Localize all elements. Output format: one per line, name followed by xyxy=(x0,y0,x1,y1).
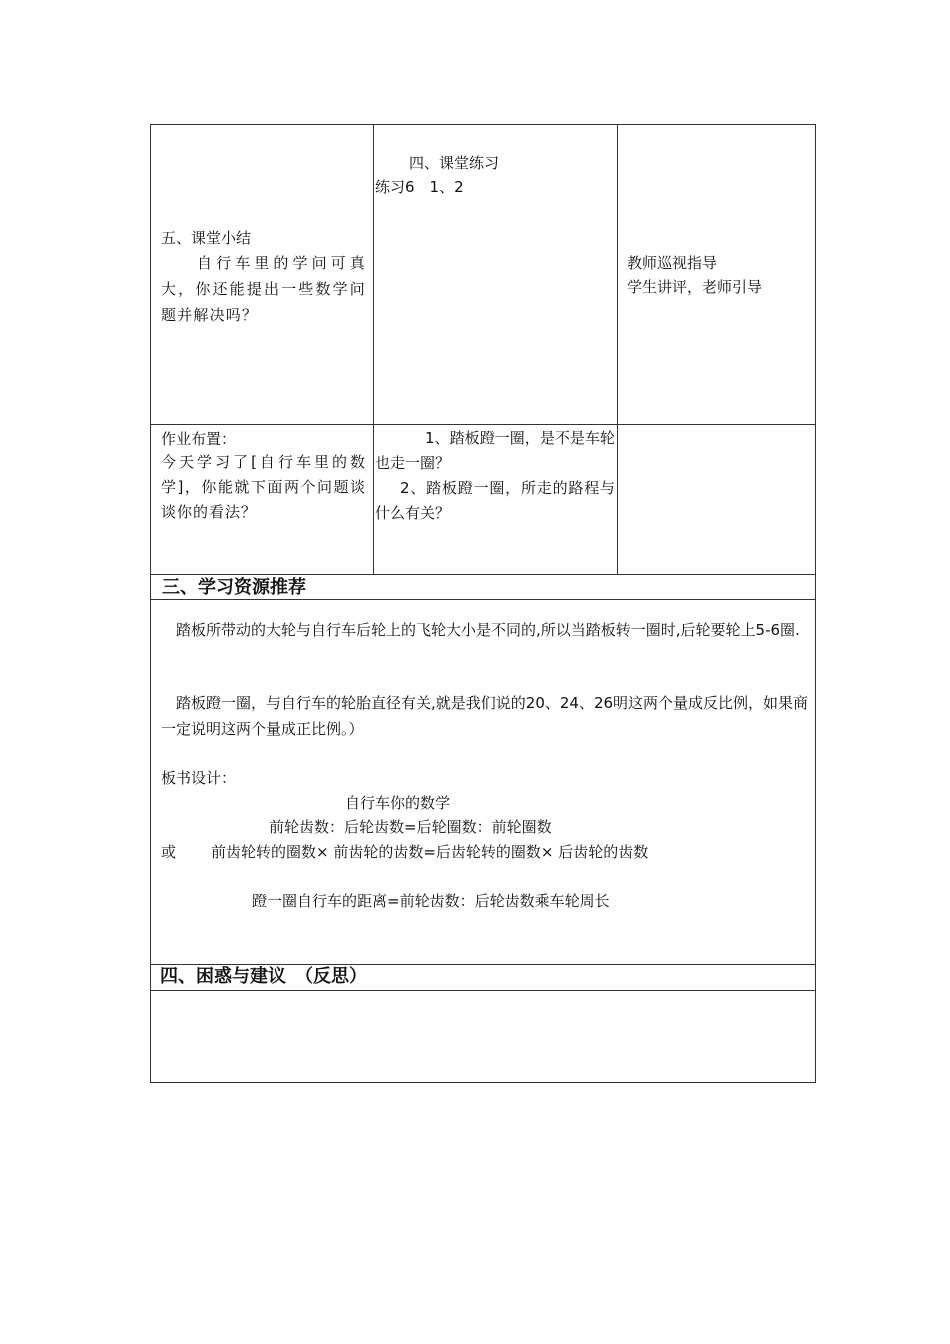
section-4-title: 四、困惑与建议 （反思） xyxy=(160,966,367,987)
board-formula-2: 前齿轮转的圈数× 前齿轮的齿数=后齿轮转的圈数× 后齿轮的齿数 xyxy=(211,843,649,861)
homework-body: 今天学习了[自行车里的数学]，你能就下面两个问题谈谈你的看法？ xyxy=(161,453,366,521)
or-label: 或 xyxy=(161,843,177,861)
class-summary-body: 自行车里的学问可真大，你还能提出一些数学问题并解决吗？ xyxy=(161,254,366,324)
homework-question-1: 1、踏板蹬一圈，是不是车轮也走一圈？ xyxy=(375,429,615,472)
column-divider xyxy=(373,124,374,575)
teacher-guidance: 教师巡视指导 xyxy=(627,254,718,272)
practice-heading: 四、课堂练习 xyxy=(409,154,500,172)
class-summary-heading: 五、课堂小结 xyxy=(161,229,252,247)
homework-question-2: 2、踏板蹬一圈，所走的路程与什么有关？ xyxy=(375,479,615,522)
row-divider xyxy=(150,990,816,991)
row-divider xyxy=(150,574,816,575)
student-review: 学生讲评，老师引导 xyxy=(627,278,763,296)
board-formula-1: 前轮齿数：后轮齿数=后轮圈数：前轮圈数 xyxy=(269,818,552,836)
board-formula-3: 蹬一圈自行车的距离=前轮齿数：后轮齿数乘车轮周长 xyxy=(252,892,610,910)
column-divider xyxy=(617,124,618,575)
row-divider xyxy=(150,424,816,425)
board-title: 自行车你的数学 xyxy=(345,794,451,812)
resource-paragraph-1: 踏板所带动的大轮与自行车后轮上的飞轮大小是不同的,所以当踏板转一圈时,后轮要轮上5-6圈. xyxy=(176,621,800,639)
resource-paragraph-2: 踏板蹬一圈，与自行车的轮胎直径有关,就是我们说的20、24、26明这两个量成反比例，如果商一定说明这两个量成正比例。） xyxy=(161,694,809,738)
board-design-label: 板书设计： xyxy=(161,769,237,787)
homework-label: 作业布置： xyxy=(161,430,237,448)
practice-line: 练习6 1、2 xyxy=(375,178,464,196)
section-3-title: 三、学习资源推荐 xyxy=(162,577,306,598)
